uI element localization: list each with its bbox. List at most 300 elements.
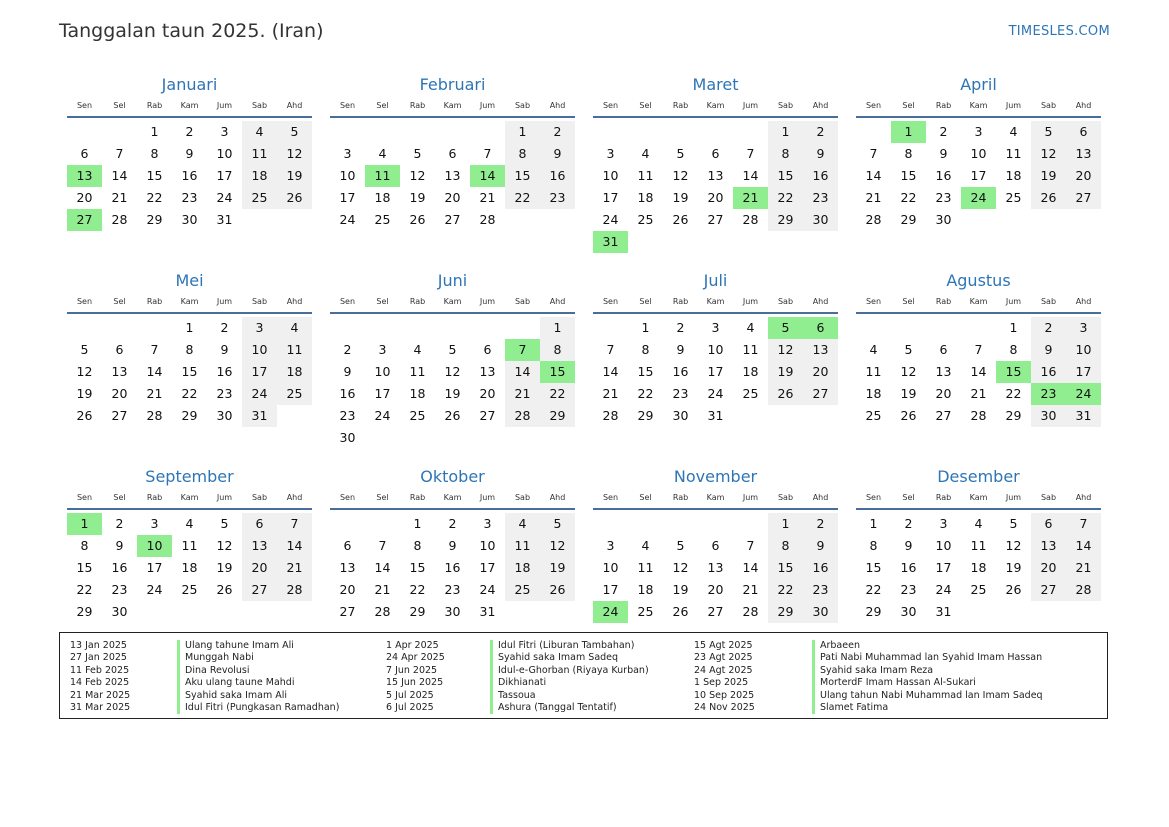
day-cell: 17 [970, 168, 987, 183]
day-cell: 5 [80, 342, 89, 357]
day-cell: 1 [869, 516, 878, 531]
empty-cell [926, 317, 961, 339]
day-cell: 3 [220, 124, 229, 139]
weekday-label: Sab [777, 297, 794, 306]
day-cell: 26 [672, 604, 689, 619]
day-cell: 10 [970, 146, 987, 161]
empty-cell [663, 121, 698, 143]
day-cell: 1 [185, 320, 194, 335]
legend-holiday-name: Pati Nabi Muhammad lan Syahid Imam Hassan [812, 652, 1042, 664]
day-cell: 6 [1031, 513, 1066, 535]
weekday-header [593, 488, 838, 510]
month-desember [856, 466, 1101, 623]
day-cell: 6 [80, 146, 89, 161]
day-cell: 4 [641, 538, 650, 553]
weekday-label: Jum [1005, 297, 1022, 306]
day-cell: 4 [185, 516, 194, 531]
day-cell: 16 [672, 364, 689, 379]
empty-cell [365, 317, 400, 339]
empty-cell [628, 513, 663, 535]
weekday-label: Ahd [1075, 101, 1092, 110]
day-cell: 8 [768, 143, 803, 165]
holiday-day-cell: 15 [540, 361, 575, 383]
day-cell: 21 [277, 557, 312, 579]
day-cell: 30 [111, 604, 128, 619]
day-cell: 13 [1066, 143, 1101, 165]
day-cell: 21 [146, 386, 163, 401]
day-cell: 11 [742, 342, 759, 357]
weekday-label: Sen [76, 493, 93, 502]
weekday-label: Rab [935, 297, 952, 306]
empty-cell [365, 513, 400, 535]
day-cell: 25 [505, 579, 540, 601]
day-cell: 23 [540, 187, 575, 209]
weekday-label: Sab [251, 493, 268, 502]
legend-date: 24 Apr 2025 [386, 652, 445, 664]
day-cell: 13 [242, 535, 277, 557]
weekday-label: Sab [514, 297, 531, 306]
empty-cell [400, 317, 435, 339]
day-cell: 20 [111, 386, 128, 401]
holiday-day-cell: 10 [137, 535, 172, 557]
legend-date: 10 Sep 2025 [694, 689, 755, 701]
weekday-label: Jum [479, 297, 496, 306]
month-juni [330, 270, 575, 449]
weekday-label: Sen [865, 297, 882, 306]
day-cell: 9 [803, 535, 838, 557]
day-cell: 6 [343, 538, 352, 553]
legend-holiday-name: Idul Fitri (Pungkasan Ramadhan) [177, 702, 339, 714]
day-cell: 27 [339, 604, 356, 619]
day-cell: 7 [1066, 513, 1101, 535]
day-cell: 24 [216, 190, 233, 205]
weekday-label: Jum [479, 101, 496, 110]
day-cell: 30 [1031, 405, 1066, 427]
day-cell: 20 [242, 557, 277, 579]
weekday-header [593, 96, 838, 118]
weekday-label: Kam [180, 297, 199, 306]
day-cell: 29 [409, 604, 426, 619]
day-cell: 27 [1031, 579, 1066, 601]
day-cell: 8 [641, 342, 650, 357]
day-cell: 15 [505, 165, 540, 187]
day-cell: 11 [277, 339, 312, 361]
day-cell: 23 [339, 408, 356, 423]
day-cell: 3 [939, 516, 948, 531]
day-cell: 18 [865, 386, 882, 401]
empty-cell [593, 121, 628, 143]
day-cell: 16 [444, 560, 461, 575]
day-cell: 26 [768, 383, 803, 405]
day-cell: 13 [444, 168, 461, 183]
empty-cell [400, 121, 435, 143]
holiday-day-cell: 7 [505, 339, 540, 361]
legend-holiday-name: Dina Revolusi [177, 665, 250, 677]
day-cell: 5 [676, 538, 685, 553]
holiday-day-cell: 1 [891, 121, 926, 143]
day-cell: 11 [181, 538, 198, 553]
weekday-label: Kam [443, 101, 462, 110]
weekday-label: Rab [146, 493, 163, 502]
weekday-label: Rab [935, 101, 952, 110]
day-cell: 4 [869, 342, 878, 357]
holiday-day-cell: 15 [996, 361, 1031, 383]
day-cell: 19 [768, 361, 803, 383]
day-cell: 19 [1031, 165, 1066, 187]
holiday-legend [59, 632, 1108, 719]
day-cell: 14 [505, 361, 540, 383]
day-cell: 9 [676, 342, 685, 357]
day-cell: 12 [540, 535, 575, 557]
weekday-label: Kam [969, 101, 988, 110]
day-cell: 8 [1009, 342, 1018, 357]
day-cell: 22 [768, 187, 803, 209]
day-cell: 27 [444, 212, 461, 227]
weekday-label: Jum [1005, 493, 1022, 502]
day-cell: 15 [76, 560, 93, 575]
month-februari [330, 74, 575, 231]
day-cell: 12 [216, 538, 233, 553]
month-november [593, 466, 838, 623]
weekday-label: Sen [602, 493, 619, 502]
weekday-label: Jum [479, 493, 496, 502]
empty-cell [856, 317, 891, 339]
day-cell: 27 [111, 408, 128, 423]
weekday-header [330, 488, 575, 510]
legend-holiday-name: Tassoua [490, 690, 536, 702]
day-cell: 28 [277, 579, 312, 601]
day-cell: 15 [865, 560, 882, 575]
day-cell: 23 [900, 582, 917, 597]
weekday-label: Jum [216, 101, 233, 110]
day-cell: 11 [505, 535, 540, 557]
day-cell: 10 [602, 168, 619, 183]
empty-cell [961, 317, 996, 339]
day-cell: 6 [711, 538, 720, 553]
day-cell: 23 [672, 386, 689, 401]
weekday-label: Sel [376, 297, 389, 306]
day-cell: 29 [76, 604, 93, 619]
weekday-label: Kam [706, 101, 725, 110]
weekday-label: Ahd [812, 297, 829, 306]
legend-holiday-name: Aku ulang taune Mahdi [177, 677, 294, 689]
legend-holiday-name: Dikhianati [490, 677, 546, 689]
month-name: April [960, 75, 997, 94]
day-cell: 19 [216, 560, 233, 575]
month-april [856, 74, 1101, 231]
day-cell: 29 [146, 212, 163, 227]
day-cell: 1 [768, 121, 803, 143]
day-cell: 26 [1031, 187, 1066, 209]
legend-date: 11 Feb 2025 [70, 664, 130, 676]
legend-date: 23 Agt 2025 [694, 652, 753, 664]
day-cell: 12 [672, 168, 689, 183]
day-cell: 12 [1031, 143, 1066, 165]
day-cell: 7 [115, 146, 124, 161]
day-cell: 5 [220, 516, 229, 531]
day-cell: 28 [111, 212, 128, 227]
day-cell: 24 [479, 582, 496, 597]
month-september [67, 466, 312, 623]
day-cell: 28 [602, 408, 619, 423]
day-cell: 24 [242, 383, 277, 405]
day-cell: 5 [413, 146, 422, 161]
day-cell: 20 [707, 190, 724, 205]
legend-date: 27 Jan 2025 [70, 652, 127, 664]
day-cell: 10 [602, 560, 619, 575]
empty-cell [733, 513, 768, 535]
day-grid [330, 317, 575, 449]
day-cell: 3 [606, 538, 615, 553]
day-grid [330, 513, 575, 623]
day-cell: 23 [111, 582, 128, 597]
legend-date: 5 Jul 2025 [386, 689, 434, 701]
day-cell: 26 [277, 187, 312, 209]
weekday-label: Jum [742, 493, 759, 502]
day-cell: 29 [1005, 408, 1022, 423]
day-cell: 14 [111, 168, 128, 183]
day-cell: 5 [540, 513, 575, 535]
day-cell: 4 [1009, 124, 1018, 139]
empty-cell [365, 121, 400, 143]
weekday-label: Ahd [549, 493, 566, 502]
day-cell: 7 [483, 146, 492, 161]
month-agustus [856, 270, 1101, 427]
day-cell: 2 [803, 121, 838, 143]
day-cell: 5 [676, 146, 685, 161]
day-cell: 29 [768, 209, 803, 231]
empty-cell [67, 317, 102, 339]
day-cell: 13 [707, 168, 724, 183]
day-cell: 31 [1066, 405, 1101, 427]
empty-cell [628, 121, 663, 143]
day-cell: 14 [742, 560, 759, 575]
empty-cell [102, 121, 137, 143]
day-grid [330, 121, 575, 231]
day-cell: 1 [150, 124, 159, 139]
day-cell: 15 [181, 364, 198, 379]
day-cell: 12 [1005, 538, 1022, 553]
day-cell: 16 [216, 364, 233, 379]
day-cell: 10 [707, 342, 724, 357]
legend-date: 14 Feb 2025 [70, 677, 130, 689]
day-cell: 17 [216, 168, 233, 183]
day-grid [856, 317, 1101, 427]
legend-holiday-name: Arbaeen [812, 640, 860, 652]
day-cell: 29 [865, 604, 882, 619]
day-cell: 18 [970, 560, 987, 575]
day-cell: 30 [803, 209, 838, 231]
weekday-label: Sab [777, 493, 794, 502]
day-cell: 15 [900, 168, 917, 183]
weekday-label: Rab [935, 493, 952, 502]
legend-date: 7 Jun 2025 [386, 664, 438, 676]
day-cell: 22 [540, 383, 575, 405]
page-title: Tanggalan taun 2025. (Iran) [59, 20, 324, 42]
day-cell: 1 [1009, 320, 1018, 335]
day-cell: 7 [746, 538, 755, 553]
day-cell: 30 [444, 604, 461, 619]
empty-cell [435, 121, 470, 143]
day-cell: 8 [413, 538, 422, 553]
day-cell: 19 [409, 190, 426, 205]
day-cell: 25 [1005, 190, 1022, 205]
day-cell: 13 [479, 364, 496, 379]
day-cell: 17 [374, 386, 391, 401]
day-cell: 26 [76, 408, 93, 423]
day-cell: 19 [672, 190, 689, 205]
day-cell: 20 [76, 190, 93, 205]
day-cell: 30 [339, 430, 356, 445]
weekday-label: Jum [1005, 101, 1022, 110]
day-cell: 7 [378, 538, 387, 553]
legend-date: 15 Agt 2025 [694, 640, 753, 651]
day-cell: 23 [803, 187, 838, 209]
weekday-label: Sen [339, 493, 356, 502]
day-cell: 3 [974, 124, 983, 139]
legend-date: 1 Apr 2025 [386, 640, 439, 651]
day-cell: 13 [339, 560, 356, 575]
month-name: Maret [692, 75, 739, 94]
day-cell: 16 [181, 168, 198, 183]
day-cell: 30 [803, 601, 838, 623]
day-cell: 12 [76, 364, 93, 379]
legend-holiday-name: Syahid saka Imam Sadeq [490, 652, 618, 664]
day-cell: 16 [935, 168, 952, 183]
month-name: November [673, 467, 758, 486]
legend-holiday-name: Syahid saka Imam Ali [177, 690, 287, 702]
weekday-label: Sen [602, 101, 619, 110]
weekday-label: Kam [969, 297, 988, 306]
weekday-label: Ahd [286, 101, 303, 110]
day-cell: 8 [150, 146, 159, 161]
day-cell: 2 [220, 320, 229, 335]
legend-date: 6 Jul 2025 [386, 702, 434, 713]
day-cell: 28 [742, 212, 759, 227]
day-cell: 1 [540, 317, 575, 339]
holiday-day-cell: 23 [1031, 383, 1066, 405]
day-cell: 25 [374, 212, 391, 227]
day-cell: 20 [1031, 557, 1066, 579]
day-cell: 19 [444, 386, 461, 401]
day-cell: 21 [865, 190, 882, 205]
day-cell: 25 [637, 604, 654, 619]
day-cell: 20 [1066, 165, 1101, 187]
legend-holiday-name: Ulang tahun Nabi Muhammad lan Imam Sadeq [812, 690, 1043, 702]
day-cell: 8 [540, 339, 575, 361]
day-cell: 23 [803, 579, 838, 601]
day-cell: 4 [277, 317, 312, 339]
site-link[interactable]: TIMESLES.COM [1008, 24, 1110, 39]
legend-holiday-name: Ulang tahune Imam Ali [177, 640, 294, 652]
day-cell: 8 [869, 538, 878, 553]
legend-holiday-name: Idul Fitri (Liburan Tambahan) [490, 640, 634, 652]
weekday-label: Sel [113, 493, 126, 502]
weekday-label: Sen [865, 493, 882, 502]
day-cell: 3 [1066, 317, 1101, 339]
day-cell: 16 [803, 165, 838, 187]
day-cell: 16 [803, 557, 838, 579]
day-cell: 7 [869, 146, 878, 161]
month-name: Juni [437, 271, 468, 290]
weekday-label: Sab [514, 493, 531, 502]
weekday-label: Rab [146, 297, 163, 306]
day-cell: 1 [768, 513, 803, 535]
day-cell: 6 [242, 513, 277, 535]
weekday-label: Rab [672, 297, 689, 306]
holiday-day-cell: 1 [67, 513, 102, 535]
day-cell: 14 [865, 168, 882, 183]
weekday-label: Ahd [549, 101, 566, 110]
day-cell: 29 [768, 601, 803, 623]
day-grid [593, 317, 838, 427]
day-cell: 18 [242, 165, 277, 187]
day-cell: 21 [742, 582, 759, 597]
weekday-header [330, 292, 575, 314]
day-cell: 26 [900, 408, 917, 423]
day-cell: 4 [413, 342, 422, 357]
day-cell: 10 [935, 538, 952, 553]
day-cell: 28 [374, 604, 391, 619]
day-cell: 18 [637, 582, 654, 597]
day-cell: 28 [146, 408, 163, 423]
day-cell: 23 [444, 582, 461, 597]
day-grid [67, 121, 312, 231]
day-cell: 28 [742, 604, 759, 619]
day-cell: 25 [242, 187, 277, 209]
day-cell: 28 [479, 212, 496, 227]
day-cell: 9 [803, 143, 838, 165]
weekday-label: Sab [1040, 493, 1057, 502]
day-cell: 8 [768, 535, 803, 557]
legend-holiday-name: Munggah Nabi [177, 652, 254, 664]
weekday-label: Kam [443, 297, 462, 306]
day-cell: 17 [1066, 361, 1101, 383]
empty-cell [733, 121, 768, 143]
day-cell: 28 [505, 405, 540, 427]
weekday-label: Sel [113, 297, 126, 306]
day-cell: 10 [479, 538, 496, 553]
legend-date: 24 Agt 2025 [694, 664, 753, 676]
day-cell: 22 [637, 386, 654, 401]
day-cell: 28 [1066, 579, 1101, 601]
weekday-label: Sen [339, 297, 356, 306]
day-cell: 21 [479, 190, 496, 205]
weekday-label: Sel [902, 101, 915, 110]
weekday-label: Ahd [1075, 493, 1092, 502]
day-cell: 22 [900, 190, 917, 205]
weekday-header [67, 292, 312, 314]
day-cell: 16 [1031, 361, 1066, 383]
weekday-header [67, 488, 312, 510]
day-cell: 25 [742, 386, 759, 401]
day-cell: 17 [242, 361, 277, 383]
day-cell: 8 [80, 538, 89, 553]
day-cell: 2 [343, 342, 352, 357]
empty-cell [330, 317, 365, 339]
day-cell: 22 [1005, 386, 1022, 401]
empty-cell [470, 121, 505, 143]
holiday-day-cell: 24 [961, 187, 996, 209]
day-cell: 17 [707, 364, 724, 379]
day-cell: 3 [483, 516, 492, 531]
day-cell: 8 [904, 146, 913, 161]
weekday-header [593, 292, 838, 314]
day-cell: 25 [277, 383, 312, 405]
day-cell: 2 [185, 124, 194, 139]
day-cell: 16 [111, 560, 128, 575]
day-cell: 7 [277, 513, 312, 535]
